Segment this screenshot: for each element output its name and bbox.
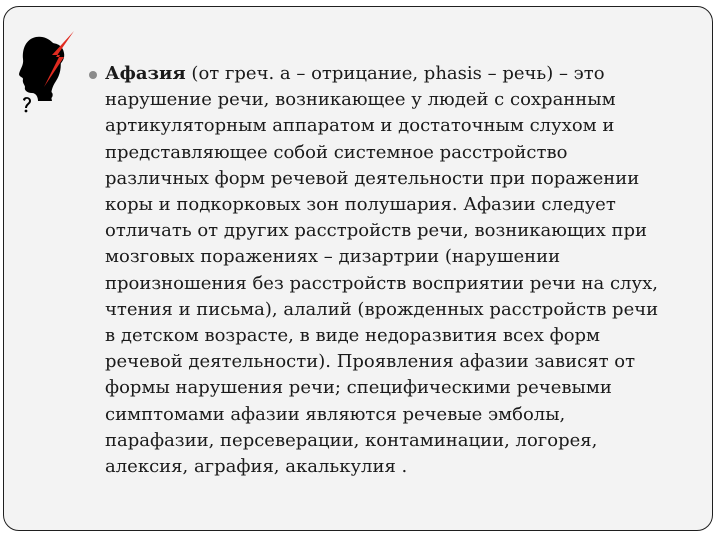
text-line: представляющее собой системное расстройство <box>105 141 568 163</box>
question-dot <box>44 91 52 99</box>
text-line: нарушение речи, возникающее у людей с сохранным <box>105 89 616 111</box>
text-line: речевой деятельности). Проявления афазии зависят от <box>105 351 636 373</box>
term-heading: Афазия <box>105 63 186 84</box>
text-line: в детском возрасте, в виде недоразвития всех форм <box>105 325 601 347</box>
text-line: Афазия (от греч. а – отрицание, phasis – речь) – это <box>105 63 605 84</box>
text-line: симптомами афазии являются речевые эмболы, <box>105 403 566 425</box>
text-line: коры и подкорковых зон полушария. Афазии следует <box>105 194 616 216</box>
text-line: артикуляторным аппаратом и достаточным слухом и <box>105 115 615 137</box>
head-question-lightning-icon <box>14 27 78 113</box>
text-line: различных форм речевой деятельности при поражении <box>105 167 640 189</box>
slide-frame <box>3 6 713 531</box>
aphasia-definition-text <box>105 61 695 480</box>
text-line: произношения без расстройств восприятии речи на слух, <box>105 272 658 294</box>
text-line: чтения и письма), алалий (врожденных расстройств речи <box>105 298 659 320</box>
text-line: мозговых поражениях – дизартрии (нарушении <box>105 246 561 268</box>
text-line: отличать от других расстройств речи, возникающих при <box>105 220 648 242</box>
text-line: формы нарушения речи; специфическими речевыми <box>105 377 612 399</box>
bullet-marker <box>89 71 97 79</box>
text-line: алексия, аграфия, акалькулия . <box>105 456 408 478</box>
small-question-mark <box>23 97 31 108</box>
small-question-dot <box>25 110 28 113</box>
text-line: парафазии, персеверации, контаминации, логорея, <box>105 429 598 451</box>
